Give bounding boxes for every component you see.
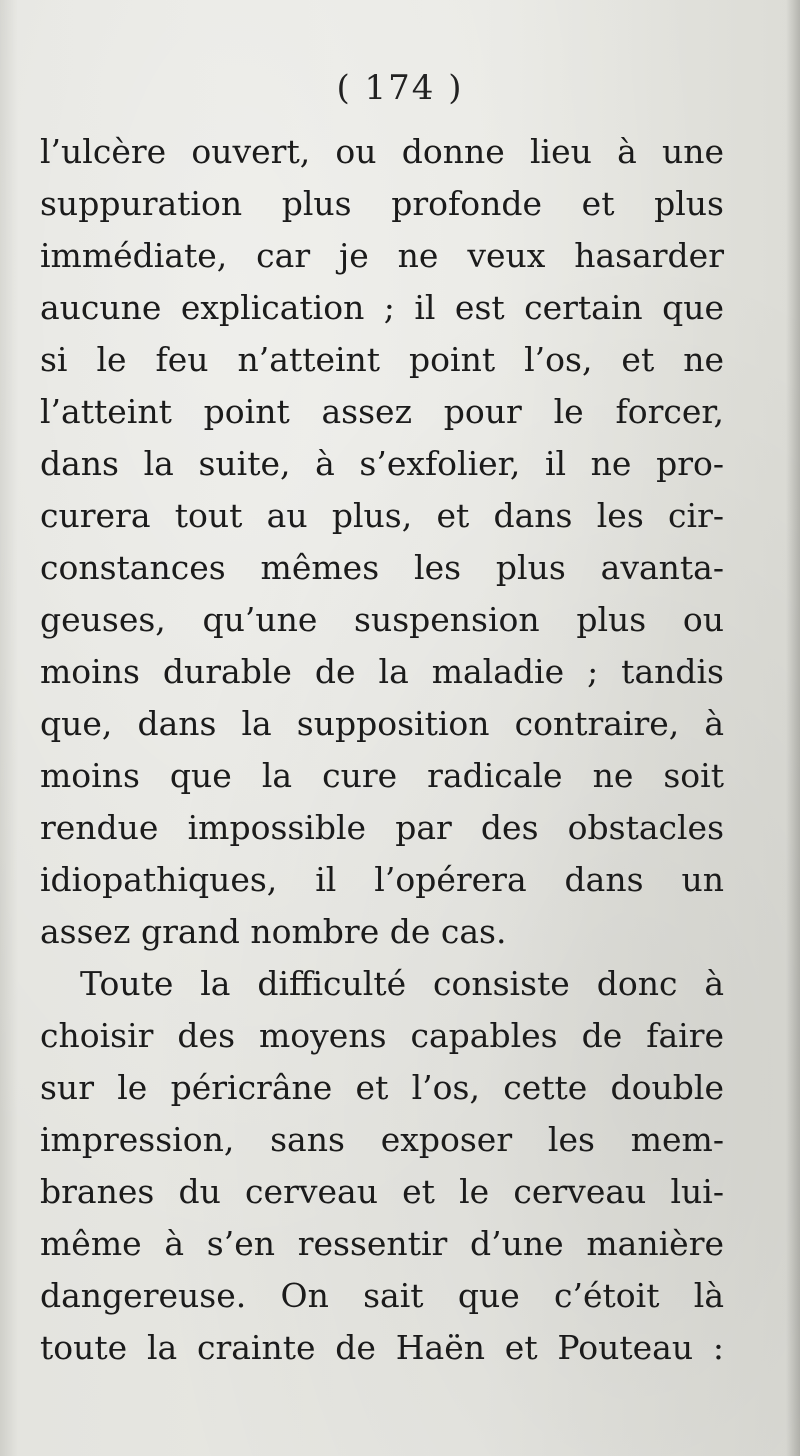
text-line: même à s’en ressentir d’une manière xyxy=(40,1224,724,1263)
text-line: geuses, qu’une suspension plus ou xyxy=(40,600,724,639)
page-number: ( 174 ) xyxy=(336,68,464,108)
text-line: aucune explication ; il est certain que xyxy=(40,288,724,327)
text-line: l’ulcère ouvert, ou donne lieu à une xyxy=(40,132,724,171)
text-line: branes du cerveau et le cerveau lui- xyxy=(40,1172,724,1211)
text-line: constances mêmes les plus avanta- xyxy=(40,548,724,587)
text-line: assez grand nombre de cas. xyxy=(40,912,507,951)
text-line: curera tout au plus, et dans les cir- xyxy=(40,496,724,535)
text-line: l’atteint point assez pour le forcer, xyxy=(40,392,724,431)
text-line: idiopathiques, il l’opérera dans un xyxy=(40,860,724,899)
text-line: moins durable de la maladie ; tandis xyxy=(40,652,724,691)
text-line: toute la crainte de Haën et Pouteau : xyxy=(40,1328,724,1367)
text-line: dans la suite, à s’exfolier, il ne pro- xyxy=(40,444,724,483)
text-line: choisir des moyens capables de faire xyxy=(40,1016,724,1055)
text-line: sur le péricrâne et l’os, cette double xyxy=(40,1068,724,1107)
text-line: si le feu n’atteint point l’os, et ne xyxy=(40,340,724,379)
text-line: suppuration plus profonde et plus xyxy=(40,184,724,223)
text-line: moins que la cure radicale ne soit xyxy=(40,756,724,795)
text-line: immédiate, car je ne veux hasarder xyxy=(40,236,724,275)
text-line: que, dans la supposition contraire, à xyxy=(40,704,724,743)
text-line: dangereuse. On sait que c’étoit là xyxy=(40,1276,724,1315)
text-line: rendue impossible par des obstacles xyxy=(40,808,724,847)
paragraph-first-line: Toute la difficulté consiste donc à xyxy=(80,964,724,1003)
page-edge-shadow xyxy=(786,0,800,1456)
text-line: impression, sans exposer les mem- xyxy=(40,1120,724,1159)
